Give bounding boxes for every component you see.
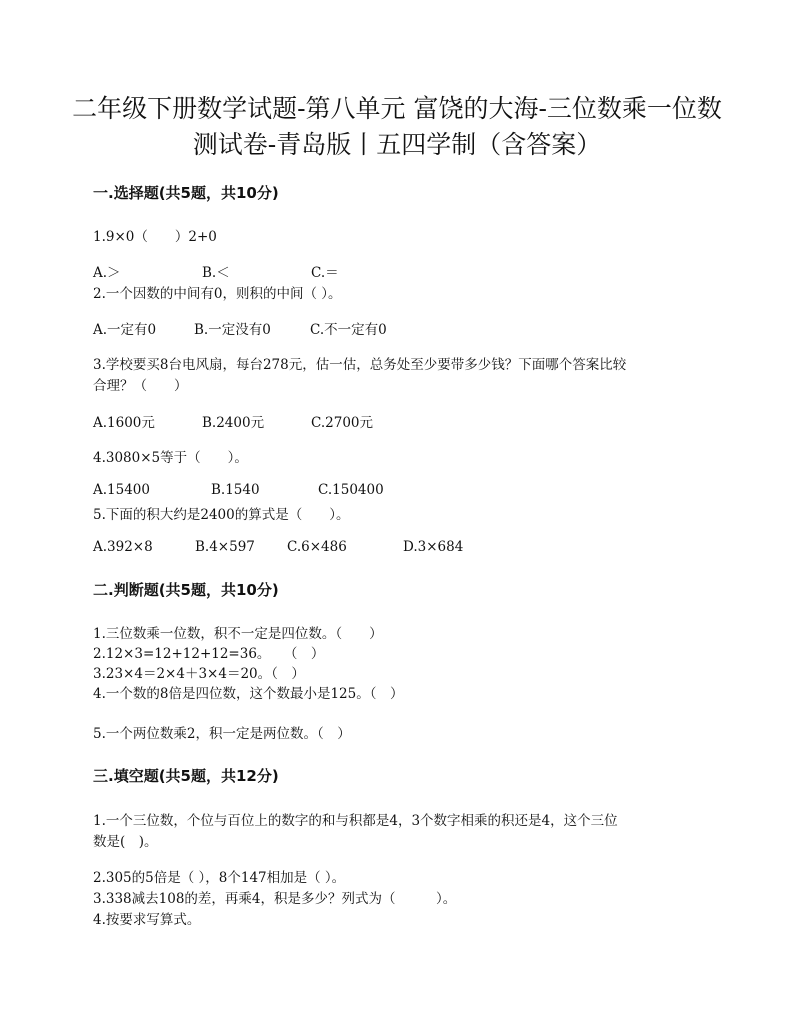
option-1-4-b: B.1540 bbox=[211, 482, 260, 498]
judge-1: 1.三位数乘一位数，积不一定是四位数。（ ） bbox=[93, 626, 383, 642]
option-1-2-b: B.一定没有0 bbox=[194, 322, 271, 338]
section-heading-judge: 二.判断题(共5题，共10分) bbox=[93, 581, 279, 599]
option-1-3-c: C.2700元 bbox=[311, 415, 373, 431]
judge-2: 2.12×3=12+12+12=36。 （ ） bbox=[93, 646, 325, 662]
option-1-4-a: A.15400 bbox=[93, 482, 150, 498]
option-1-1-a: A.＞ bbox=[93, 265, 121, 281]
question-1-3-line1: 3.学校要买8台电风扇，每台278元，估一估，总务处至少要带多少钱？下面哪个答案比较 bbox=[93, 357, 627, 373]
judge-3: 3.23×4＝2×4＋3×4＝20。（ ） bbox=[93, 666, 305, 682]
option-1-4-c: C.150400 bbox=[318, 482, 384, 498]
fill-2: 2.305的5倍是（ ），8个147相加是（ ）。 bbox=[93, 870, 346, 886]
option-1-2-c: C.不一定有0 bbox=[310, 322, 387, 338]
fill-1-line1: 1.一个三位数，个位与百位上的数字的和与积都是4，3个数字相乘的积还是4，这个三位 bbox=[93, 813, 618, 829]
fill-3: 3.338减去108的差，再乘4，积是多少？列式为（ ）。 bbox=[93, 891, 457, 907]
judge-5: 5.一个两位数乘2，积一定是两位数。（ ） bbox=[93, 726, 351, 742]
option-1-5-d: D.3×684 bbox=[403, 539, 464, 555]
option-1-5-c: C.6×486 bbox=[287, 539, 347, 555]
doc-title-line1: 二年级下册数学试题-第八单元 富饶的大海-三位数乘一位数 bbox=[72, 94, 722, 123]
question-1-2: 2.一个因数的中间有0，则积的中间（ ）。 bbox=[93, 286, 342, 302]
question-1-5: 5.下面的积大约是2400的算式是（ ）。 bbox=[93, 507, 350, 523]
fill-4: 4.按要求写算式。 bbox=[93, 912, 201, 928]
option-1-1-b: B.＜ bbox=[202, 265, 230, 281]
question-1-1: 1.9×0（ ）2+0 bbox=[93, 229, 217, 245]
option-1-3-b: B.2400元 bbox=[202, 415, 265, 431]
option-1-1-c: C.＝ bbox=[311, 265, 339, 281]
section-heading-choice: 一.选择题(共5题，共10分) bbox=[93, 184, 279, 202]
doc-title-line2: 测试卷-青岛版丨五四学制（含答案） bbox=[192, 130, 602, 159]
section-heading-fill: 三.填空题(共5题，共12分) bbox=[93, 767, 279, 785]
option-1-3-a: A.1600元 bbox=[93, 415, 155, 431]
question-1-4: 4.3080×5等于（ ）。 bbox=[93, 450, 248, 466]
fill-1-line2: 数是( )。 bbox=[93, 834, 158, 850]
option-1-5-a: A.392×8 bbox=[93, 539, 153, 555]
option-1-2-a: A.一定有0 bbox=[93, 322, 157, 338]
option-1-5-b: B.4×597 bbox=[195, 539, 255, 555]
question-1-3-line2: 合理？（ ） bbox=[93, 378, 188, 394]
judge-4: 4.一个数的8倍是四位数，这个数最小是125。（ ） bbox=[93, 686, 404, 702]
